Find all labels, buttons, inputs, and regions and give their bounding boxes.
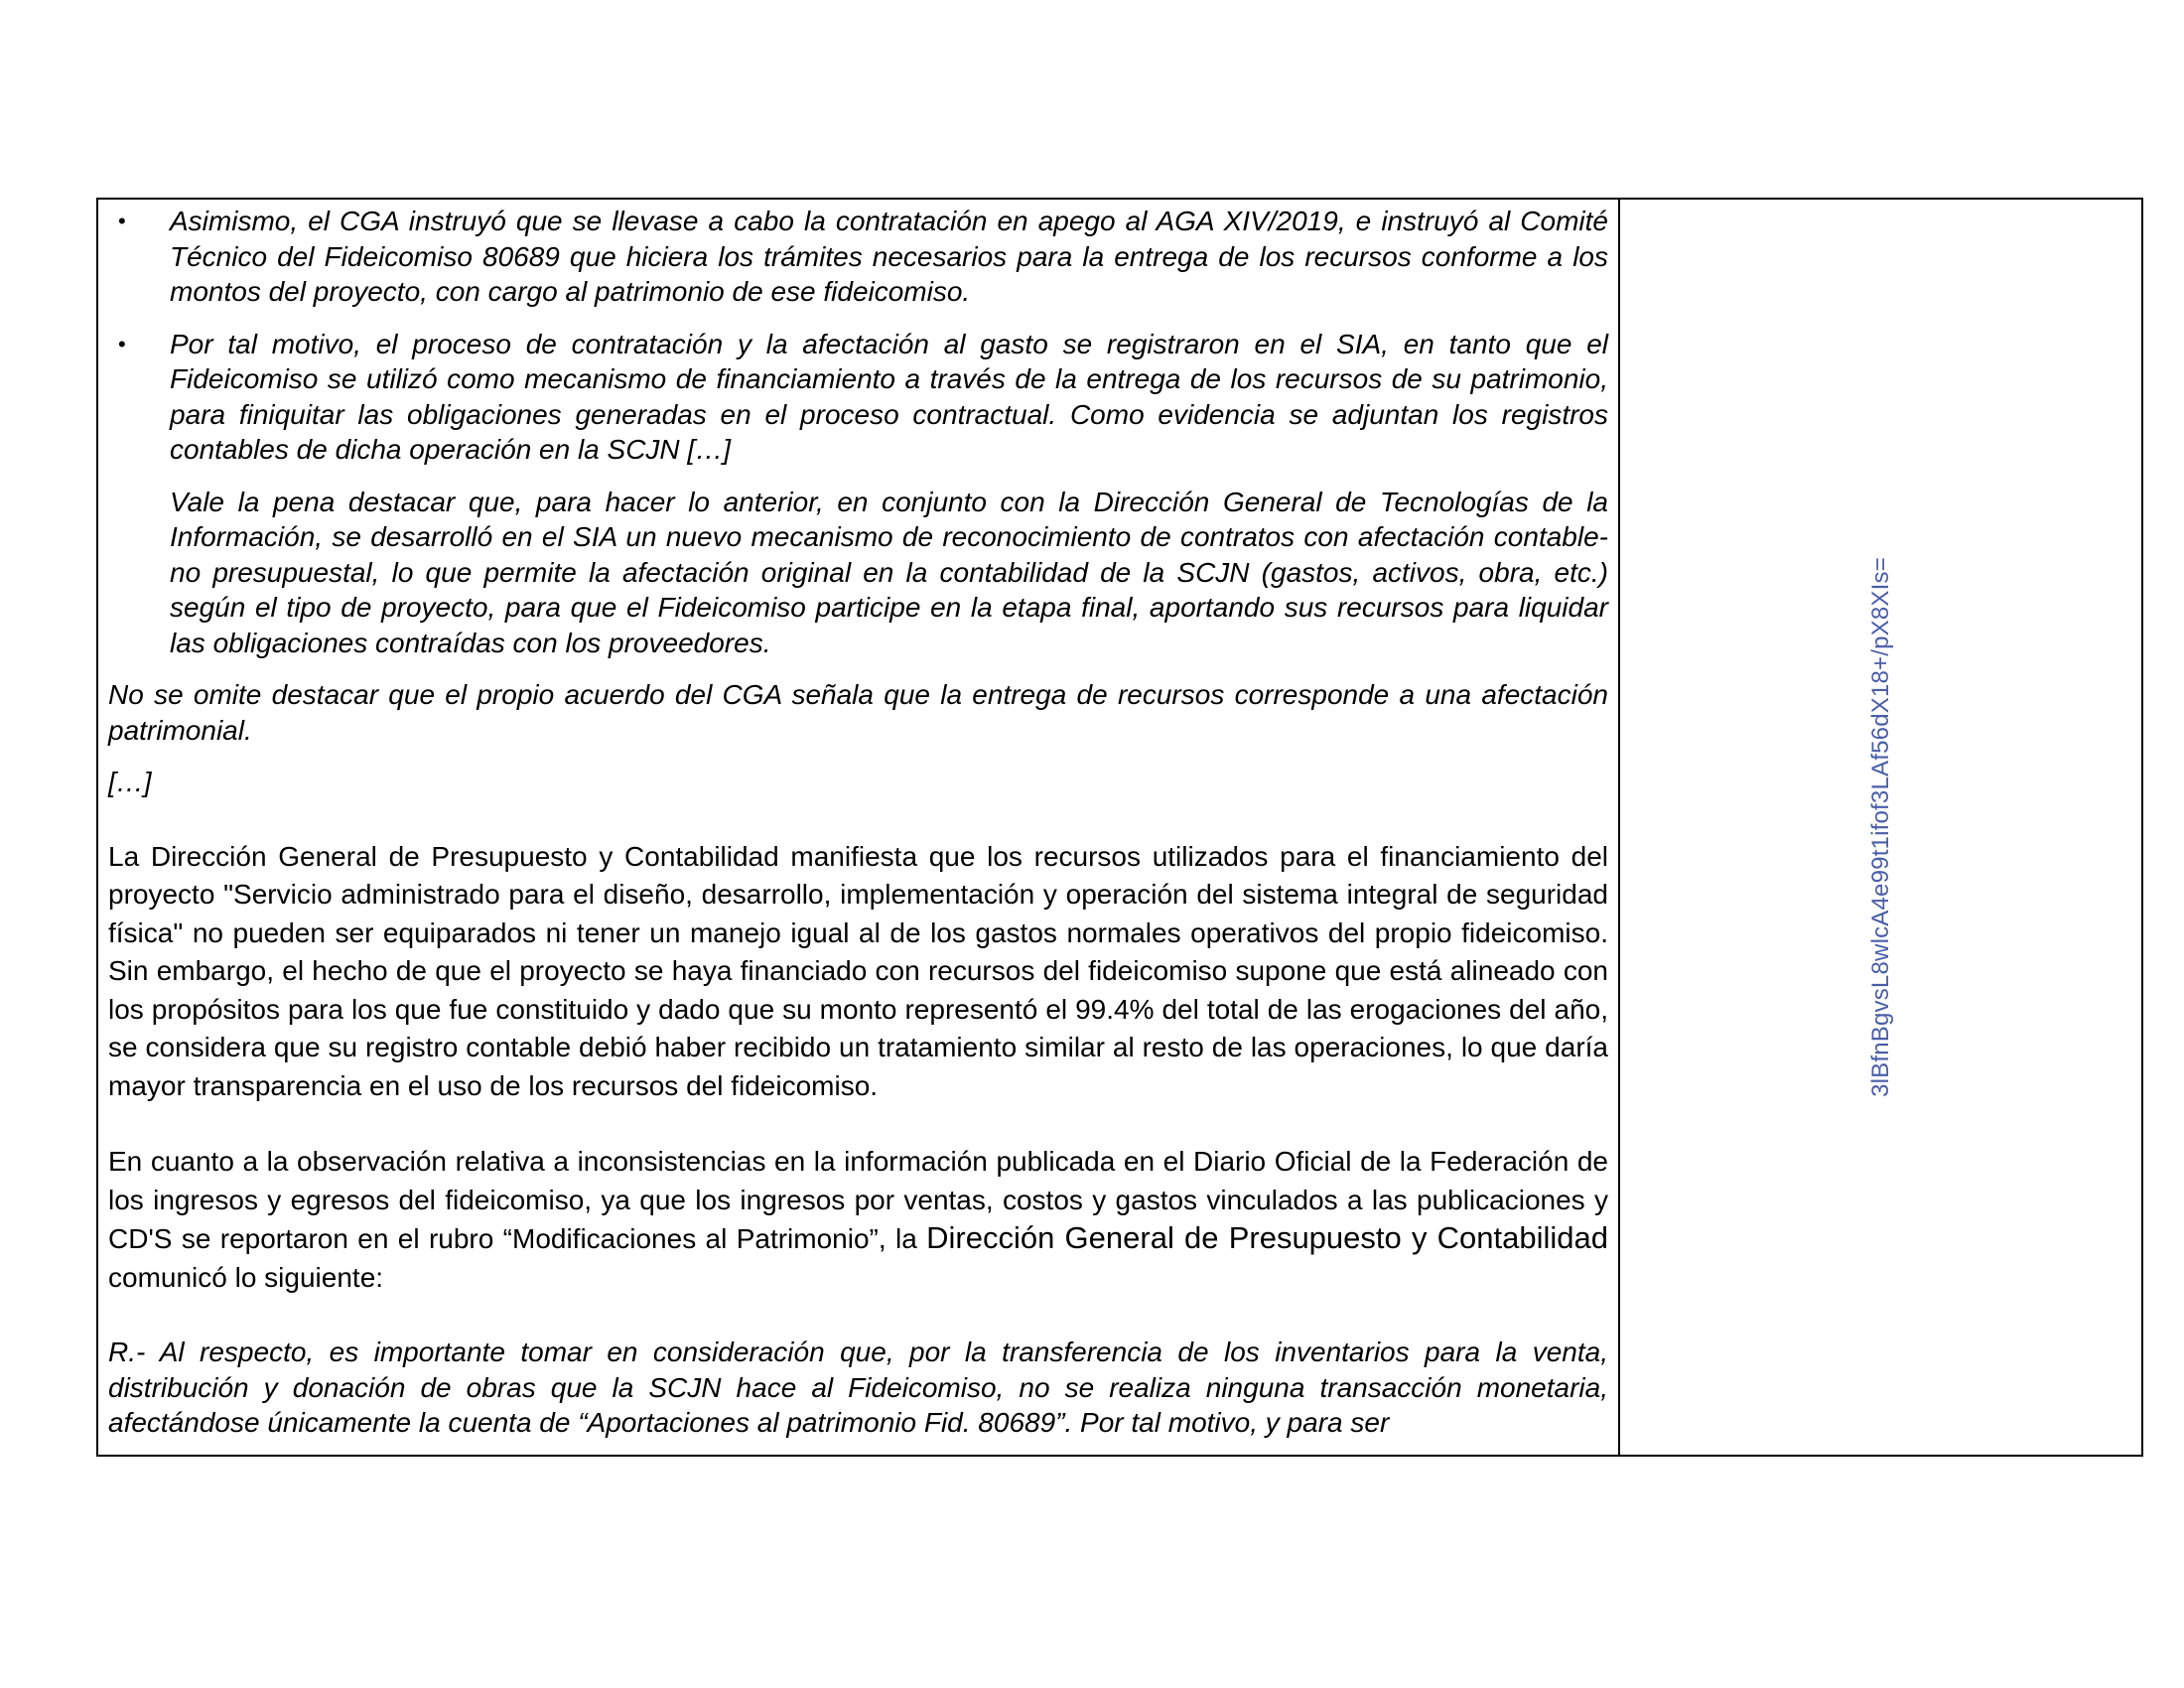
indented-paragraph: Vale la pena destacar que, para hacer lo anterior, en conjunto con la Dirección General de Tecnologías de la Información, se desarrolló en el SIA un nuevo mecanismo de reconocimiento de contratos con afectación contable-no presupuestal, lo que permite la afectación original en la contabilidad de la SCJN (gastos, activos, obra, etc.) según el tipo de proyecto, para que el Fideicomiso participe en la etapa final, aportando sus recursos para liquidar las obligaciones contraídas con los proveedores. — [170, 486, 1608, 658]
body-paragraph-observation — [108, 1143, 1608, 1297]
body-paragraph-financing: La Dirección General de Presupuesto y Contabilidad manifiesta que los recursos utilizados para el financiamiento del proyecto "Servicio administrado para el diseño, desarrollo, implementación y operación del sistema integral de seguridad física" no pueden ser equiparados ni tener un manejo igual al de los gastos normales operativos del propio fideicomiso. Sin embargo, el hecho de que el proyecto se haya financiado con recursos del fideicomiso supone que está alineado con los propósitos para los que fue constituido y dado que su monto representó el 99.4% del total de las erogaciones del año, se considera que su registro contable debió haber recibido un tratamiento similar al resto de las operaciones, lo que daría mayor transparencia en el uso de los recursos del fideicomiso. — [108, 840, 1608, 1101]
bullet-icon: • — [118, 209, 126, 233]
verification-code: 3lBfnBgvsL8wlcA4e99t1ifof3LAf56dX18+/pX8XIs= — [1866, 557, 1894, 1097]
main-content-cell — [98, 200, 1620, 1455]
bullet-item — [108, 327, 1608, 468]
bullet-item — [108, 204, 1608, 310]
quote-paragraph: No se omite destacar que el propio acuerdo del CGA señala que la entrega de recursos corresponde a una afectación patrimonial. — [108, 679, 1608, 746]
document-table — [96, 198, 2143, 1457]
bullet-text: Por tal motivo, el proceso de contratación y la afectación al gasto se registraron en el SIA, en tanto que el Fideicomiso se utilizó como mecanismo de financiamiento a través de la entrega de los recursos de su patrimonio, para finiquitar las obligaciones generadas en el proceso contractual. Como evidencia se adjuntan los registros contables de dicha operación en la SCJN […] — [170, 328, 1608, 465]
response-paragraph: R.- Al respecto, es importante tomar en consideración que, por la transferencia de los inventarios para la venta, distribución y donación de obras que la SCJN hace al Fideicomiso, no se realiza ninguna transacción monetaria, afectándose únicamente la cuenta de “Aportaciones al patrimonio Fid. 80689”. Por tal motivo, y para ser — [108, 1336, 1608, 1438]
paragraph-text: En cuanto a la observación relativa a inconsistencias en la información publicada en el Diario Oficial de la Federación de los ingresos y egresos del fideicomiso, ya que los ingresos por ventas, costos y gastos vinculados a las publicaciones y CD'S se reportaron en el rubro “Modificaciones al Patrimonio”, la — [108, 1146, 1608, 1254]
bullet-text: Asimismo, el CGA instruyó que se llevase a cabo la contratación en apego al AGA XIV/2019, e instruyó al Comité Técnico del Fideicomiso 80689 que hiciera los trámites necesarios para la entrega de los recursos conforme a los montos del proyecto, con cargo al patrimonio de ese fideicomiso. — [170, 206, 1608, 307]
department-name: Dirección General de Presupuesto y Contabilidad — [926, 1220, 1608, 1255]
paragraph-text: comunicó lo siguiente: — [108, 1261, 384, 1293]
side-cell — [1620, 200, 2141, 1455]
bullet-icon: • — [118, 331, 126, 356]
ellipsis: […] — [108, 767, 152, 797]
